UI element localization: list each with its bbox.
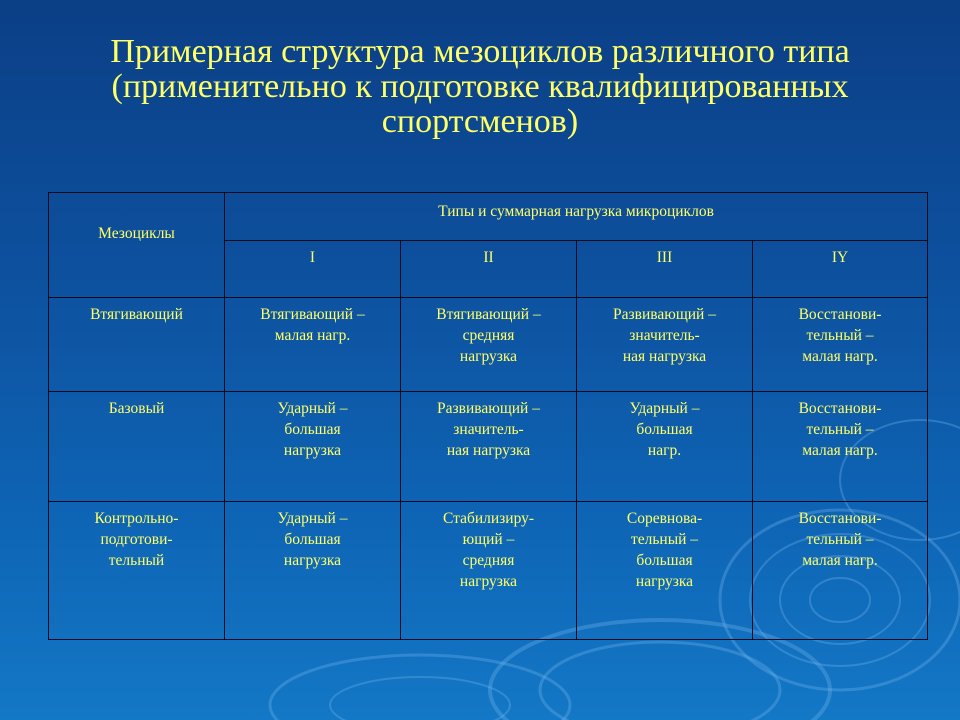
column-header-4: IY [753, 241, 928, 298]
table-cell: Развивающий – значитель- ная нагрузка [401, 392, 577, 502]
header-microcycle-types [225, 193, 928, 241]
table-cell: Восстанови- тельный – малая нагр. [753, 392, 928, 502]
table-cell: Ударный – большая нагрузка [225, 502, 401, 640]
column-header-2: II [401, 241, 577, 298]
header-microcycle-types-label: Типы и суммарная нагрузка микроциклов [438, 203, 714, 220]
page-title: Примерная структура мезоциклов различного типа (применительно к подготовке квалифицированных спортсменов) [110, 33, 850, 140]
table-cell: Развивающий – значитель- ная нагрузка [577, 298, 753, 392]
row-name-cell: Базовый [49, 392, 225, 502]
table-cell: Соревнова- тельный – большая нагрузка [577, 502, 753, 640]
header-mesocycles-label: Мезоциклы [98, 225, 175, 242]
table-cell: Втягивающий – малая нагр. [225, 298, 401, 392]
mesocycle-table [48, 192, 928, 640]
column-header-1: I [225, 241, 401, 298]
row-name-cell: Втягивающий [49, 298, 225, 392]
table-row [49, 298, 928, 392]
table-row [49, 392, 928, 502]
column-header-3: III [577, 241, 753, 298]
row-name-cell: Контрольно- подготови- тельный [49, 502, 225, 640]
table-cell: Ударный – большая нагр. [577, 392, 753, 502]
header-mesocycles [49, 193, 225, 298]
table-cell: Ударный – большая нагрузка [225, 392, 401, 502]
table-cell: Восстанови- тельный – малая нагр. [753, 298, 928, 392]
table-cell: Стабилизиру- ющий – средняя нагрузка [401, 502, 577, 640]
table-cell: Втягивающий – средняя нагрузка [401, 298, 577, 392]
table-row [49, 502, 928, 640]
table-cell: Восстанови- тельный – малая нагр. [753, 502, 928, 640]
